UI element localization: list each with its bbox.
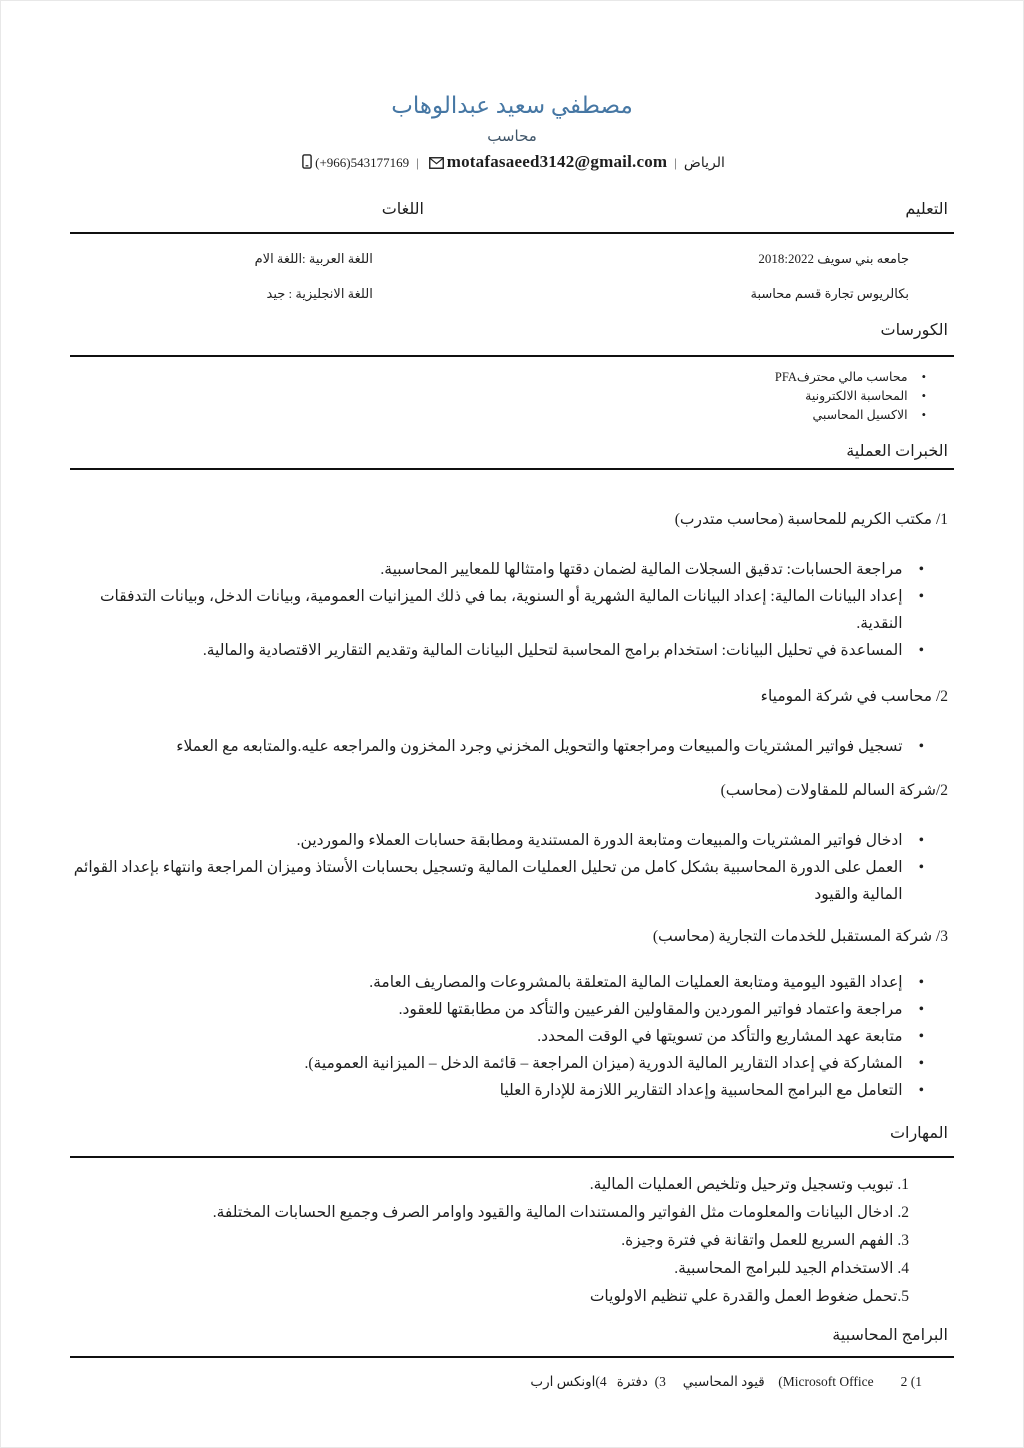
skill-item: 1. تبويب وتسجيل وترحيل وتلخيص العمليات المالية.: [589, 1176, 909, 1193]
job-bullet: • إعداد البيانات المالية: إعداد البيانات المالية الشهرية أو السنوية، بما في ذلك الميزانيات العمومية، وبيانات الدخل، وبيانات التدفقات النقدية.: [70, 583, 924, 637]
job-title: 2/شركة السالم للمقاولات (محاسب): [720, 782, 948, 799]
education-heading: التعليم: [905, 201, 948, 218]
section-divider: [70, 355, 954, 357]
section-divider: [70, 468, 954, 470]
job-bullet: • ادخال فواتير المشتريات والمبيعات ومتابعة الدورة المستندية ومطابقة حسابات العملاء والموردين.: [70, 827, 924, 854]
bullet-icon: [919, 827, 924, 854]
header-job-title: محاسب: [487, 129, 537, 145]
bullet-icon: [919, 637, 924, 664]
header-name: مصطفي سعيد عبدالوهاب: [391, 93, 633, 118]
experience-heading: الخبرات العملية: [846, 443, 948, 460]
job-bullet: • التعامل مع البرامج المحاسبية وإعداد التقارير اللازمة للإدارة العليا: [70, 1077, 924, 1104]
courses-heading: الكورسات: [880, 322, 948, 339]
bullet-icon: [919, 1023, 924, 1050]
skills-heading: المهارات: [889, 1125, 948, 1142]
languages-heading: اللغات: [381, 201, 424, 218]
job-title: 3/ شركة المستقبل للخدمات التجارية (محاسب): [652, 928, 948, 945]
bullet-icon: [919, 556, 924, 583]
phone-icon: [302, 158, 312, 173]
job-bullets: [70, 556, 954, 664]
course-item: • الاكسيل المحاسبي: [70, 406, 926, 425]
email-text: motafasaeed3142@gmail.com: [446, 152, 668, 171]
languages-column: [70, 249, 468, 319]
bullet-icon: [919, 1077, 924, 1104]
email-group: [426, 151, 668, 177]
job-bullet: • تسجيل فواتير المشتريات والمبيعات ومراجعتها والتحويل المخزني وجرد المخزون والمراجعه عليه.والمتابعه مع العملاء: [70, 733, 924, 760]
job-bullet: • المساعدة في تحليل البيانات: استخدام برامج المحاسبة لتحليل البيانات المالية وتقديم التقارير الاقتصادية والمالية.: [70, 637, 924, 664]
separator: |: [674, 155, 677, 170]
education-degree: بكالريوس تجارة قسم محاسبة: [750, 286, 909, 301]
education-languages-content: [70, 249, 954, 319]
course-item: • المحاسبة الالكترونية: [70, 387, 926, 406]
course-item: • محاسب مالي محترفPFA: [70, 368, 926, 387]
job-bullets: [70, 827, 954, 908]
skill-item: 5.تحمل ضغوط العمل والقدرة علي تنظيم الاولويات: [589, 1288, 909, 1305]
phone-group: [299, 152, 409, 177]
software-line: 1) Microsoft Office 2) قيود المحاسبي 3) دفترة 4)اونكس ارب: [530, 1374, 922, 1389]
bullet-icon: [919, 969, 924, 996]
job-bullet: • العمل على الدورة المحاسبية بشكل كامل من تحليل العمليات المالية وتسجيل بحسابات الأستاذ وميزان المراجعة وانتهاء بإعداد القوائم المالية والقيود: [70, 854, 924, 908]
job-bullet: • مراجعة الحسابات: تدقيق السجلات المالية لضمان دقتها وامتثالها للمعايير المحاسبية.: [70, 556, 924, 583]
job-bullet: • إعداد القيود اليومية ومتابعة العمليات المالية المتعلقة بالمشروعات والمصاريف العامة.: [70, 969, 924, 996]
job-bullets: [70, 733, 954, 760]
job-title: 2/ محاسب في شركة المومياء: [760, 688, 948, 705]
language-item: اللغة الانجليزية : جيد: [266, 286, 373, 301]
job-bullet: • المشاركة في إعداد التقارير المالية الدورية (ميزان المراجعة – قائمة الدخل – الميزانية العمومية).: [70, 1050, 924, 1077]
bullet-icon: [919, 1050, 924, 1077]
bullet-icon: [922, 406, 926, 425]
education-column: [468, 249, 954, 319]
phone-number: (+966)543177169: [315, 155, 410, 170]
job-bullet: • مراجعة واعتماد فواتير الموردين والمقاولين الفرعيين والتأكد من مطابقتها للعقود.: [70, 996, 924, 1023]
envelope-icon: [429, 158, 444, 173]
bullet-icon: [922, 368, 926, 387]
section-divider: [70, 232, 954, 234]
contact-line: [70, 151, 954, 177]
education-university: جامعه بني سويف 2018:2022: [758, 251, 909, 266]
skills-list: [70, 1171, 954, 1311]
courses-list: [70, 368, 954, 425]
bullet-icon: [919, 733, 924, 760]
job-title: 1/ مكتب الكريم للمحاسبة (محاسب متدرب): [674, 511, 948, 528]
bullet-icon: [919, 583, 924, 637]
separator: |: [416, 155, 419, 170]
bullet-icon: [919, 996, 924, 1023]
skill-item: 3. الفهم السريع للعمل واتقانة في فترة وجيزة.: [621, 1232, 909, 1249]
job-bullets: [70, 969, 954, 1104]
language-item: اللغة العربية :اللغة الام: [254, 251, 373, 266]
software-heading: البرامج المحاسبية: [832, 1327, 948, 1344]
skill-item: 4. الاستخدام الجيد للبرامج المحاسبية.: [674, 1260, 909, 1277]
job-bullet: • متابعة عهد المشاريع والتأكد من تسويتها في الوقت المحدد.: [70, 1023, 924, 1050]
section-divider: [70, 1356, 954, 1358]
city-text: الرياض: [683, 156, 725, 171]
education-languages-heading-row: [70, 199, 954, 223]
skill-item: 2. ادخال البيانات والمعلومات مثل الفواتير والمستندات المالية والقيود واوامر الصرف وجميع الحسابات المختلفة.: [212, 1204, 909, 1221]
section-divider: [70, 1156, 954, 1158]
bullet-icon: [922, 387, 926, 406]
bullet-icon: [919, 854, 924, 908]
